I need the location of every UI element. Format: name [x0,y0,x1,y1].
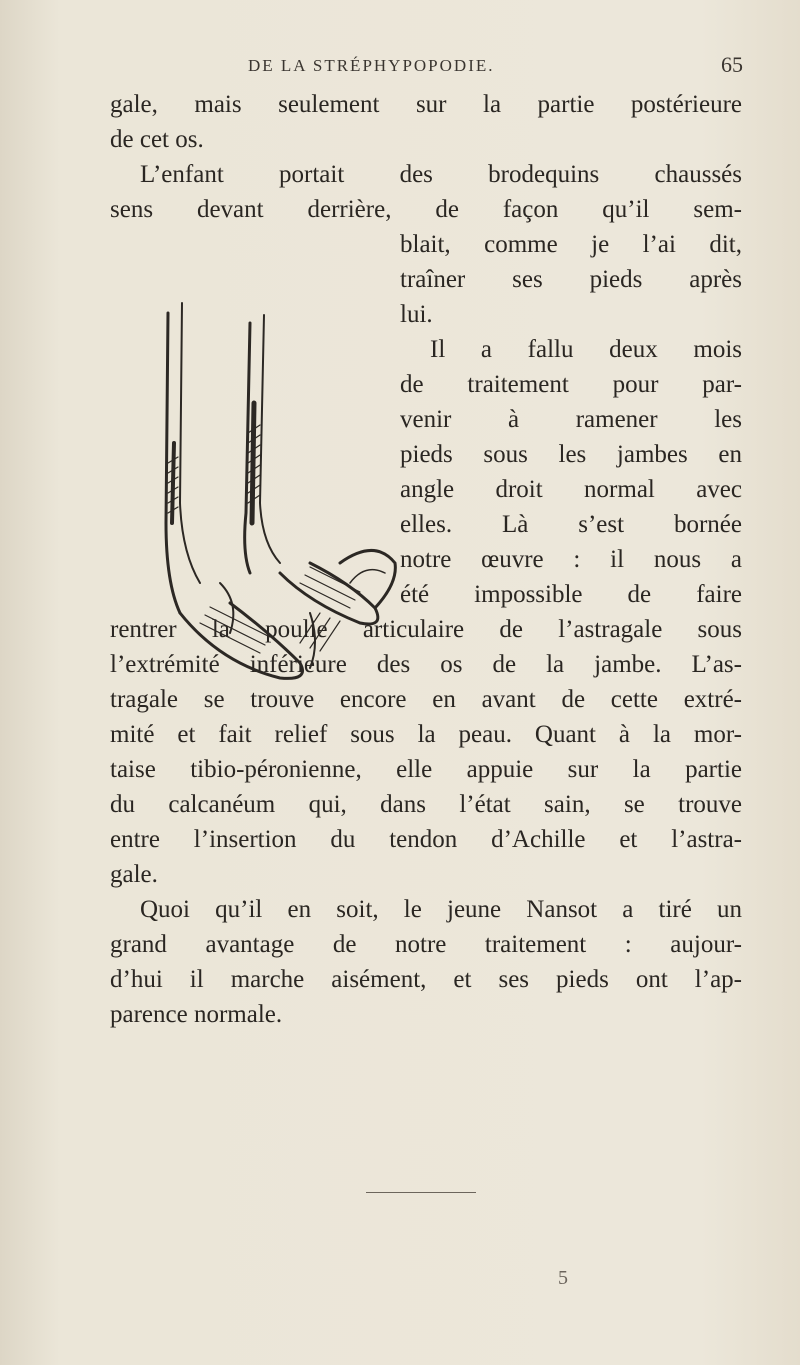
text-line: gale, mais seulement sur la partie postérieure [110,91,742,118]
page-number: 65 [721,52,743,77]
signature-mark: 5 [558,1267,568,1289]
text-line: Quoi qu’il en soit, le jeune Nansot a tiré un [140,896,742,923]
text-line: L’enfant portait des brodequins chaussés [140,161,742,188]
text-line: de cet os. [110,126,204,153]
running-title: DE LA STRÉPHYPOPODIE. [248,56,495,75]
text-line: angle droit normal avec [400,476,742,503]
text-line: sens devant derrière, de façon qu’il sem- [110,196,742,223]
text-line: notre œuvre : il nous a [400,546,742,573]
text-line: mité et fait relief sous la peau. Quant à la mor- [110,721,742,748]
text-line: du calcanéum qui, dans l’état sain, se trouve [110,791,742,818]
text-line: rentrer la poulie articulaire de l’astragale sous [110,616,742,643]
text-line: pieds sous les jambes en [400,441,742,468]
text-line: lui. [400,301,433,328]
text-line: entre l’insertion du tendon d’Achille et l’astra- [110,826,742,853]
text-line: l’extrémité inférieure des os de la jambe. L’as- [110,651,742,678]
text-line: venir à ramener les [400,406,742,433]
end-rule [366,1192,476,1193]
text-line: taise tibio-péronienne, elle appuie sur la partie [110,756,742,783]
text-line: de traitement pour par- [400,371,742,398]
text-line: gale. [110,861,158,888]
text-line: tragale se trouve encore en avant de cette extré- [110,686,742,713]
text-line: parence normale. [110,1001,283,1028]
text-line: elles. Là s’est bornée [400,511,742,538]
text-line: Il a fallu deux mois [430,336,742,363]
text-line: blait, comme je l’ai dit, [400,231,742,258]
text-line: d’hui il marche aisément, et ses pieds ont l’ap- [110,966,742,993]
leg-illustration [160,283,405,683]
text-line: grand avantage de notre traitement : aujour- [110,931,742,958]
text-line: été impossible de faire [400,581,742,608]
text-line: traîner ses pieds après [400,266,742,293]
